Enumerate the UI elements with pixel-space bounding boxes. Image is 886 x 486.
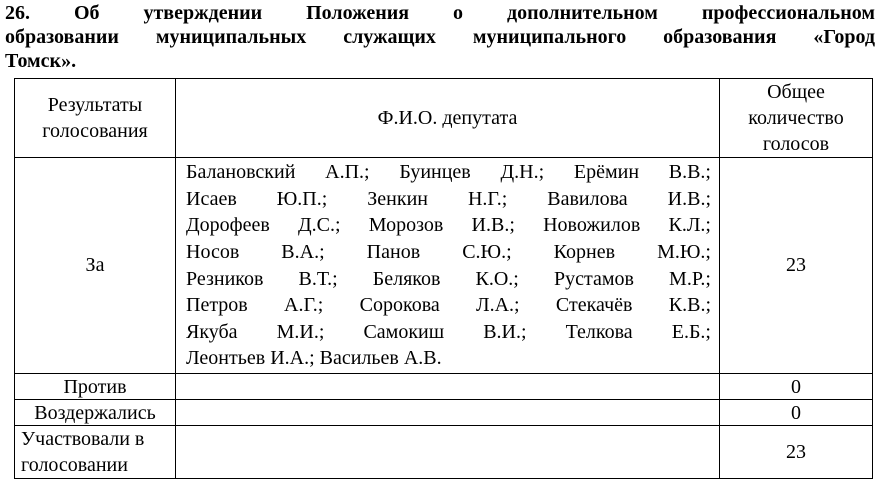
table-row-against bbox=[15, 374, 873, 400]
count-for: 23 bbox=[720, 158, 873, 374]
row-label-participated: Участвовали в голосовании bbox=[15, 426, 176, 479]
row-label-for: За bbox=[15, 158, 176, 374]
agenda-item-heading bbox=[5, 1, 875, 73]
heading-line-2: образовании муниципальных служащих муниципального образования «Город bbox=[5, 26, 875, 48]
count-against: 0 bbox=[720, 374, 873, 400]
voting-results-table bbox=[14, 78, 873, 479]
deputies-line: Дорофеев Д.С.; Морозов И.В.; Новожилов К.Л.; bbox=[186, 214, 711, 237]
table-row-abstained bbox=[15, 400, 873, 426]
heading-line-1: 26. Об утверждении Положения о дополнительном профессиональном bbox=[5, 2, 875, 24]
deputies-line: Якуба М.И.; Самокиш В.И.; Телкова Е.Б.; bbox=[186, 320, 711, 343]
deputies-line: Носов В.А.; Панов С.Ю.; Корнев М.Ю.; bbox=[186, 240, 711, 263]
row-label-against: Против bbox=[15, 374, 176, 400]
deputies-line: Леонтьев И.А.; Васильев А.В. bbox=[186, 347, 442, 370]
header-total-votes: Общее количество голосов bbox=[720, 79, 873, 158]
count-abstained: 0 bbox=[720, 400, 873, 426]
deputies-participated-cell bbox=[176, 426, 720, 479]
header-deputy-name: Ф.И.О. депутата bbox=[176, 79, 720, 158]
table-row-for bbox=[15, 158, 873, 374]
deputies-against-cell bbox=[176, 374, 720, 400]
table-header-row bbox=[15, 79, 873, 158]
deputies-abstained-cell bbox=[176, 400, 720, 426]
deputies-line: Исаев Ю.П.; Зенкин Н.Г.; Вавилова И.В.; bbox=[186, 187, 711, 210]
header-results: Результаты голосования bbox=[15, 79, 176, 158]
deputies-line: Балановский А.П.; Буинцев Д.Н.; Ерёмин В.В.; bbox=[186, 161, 711, 184]
count-participated: 23 bbox=[720, 426, 873, 479]
row-label-abstained: Воздержались bbox=[15, 400, 176, 426]
deputies-line: Петров А.Г.; Сорокова Л.А.; Стекачёв К.В.; bbox=[186, 294, 711, 317]
heading-line-3: Томск». bbox=[5, 50, 77, 72]
table-row-participated bbox=[15, 426, 873, 479]
deputies-for-list bbox=[176, 158, 720, 374]
deputies-line: Резников В.Т.; Беляков К.О.; Рустамов М.Р.; bbox=[186, 267, 711, 290]
